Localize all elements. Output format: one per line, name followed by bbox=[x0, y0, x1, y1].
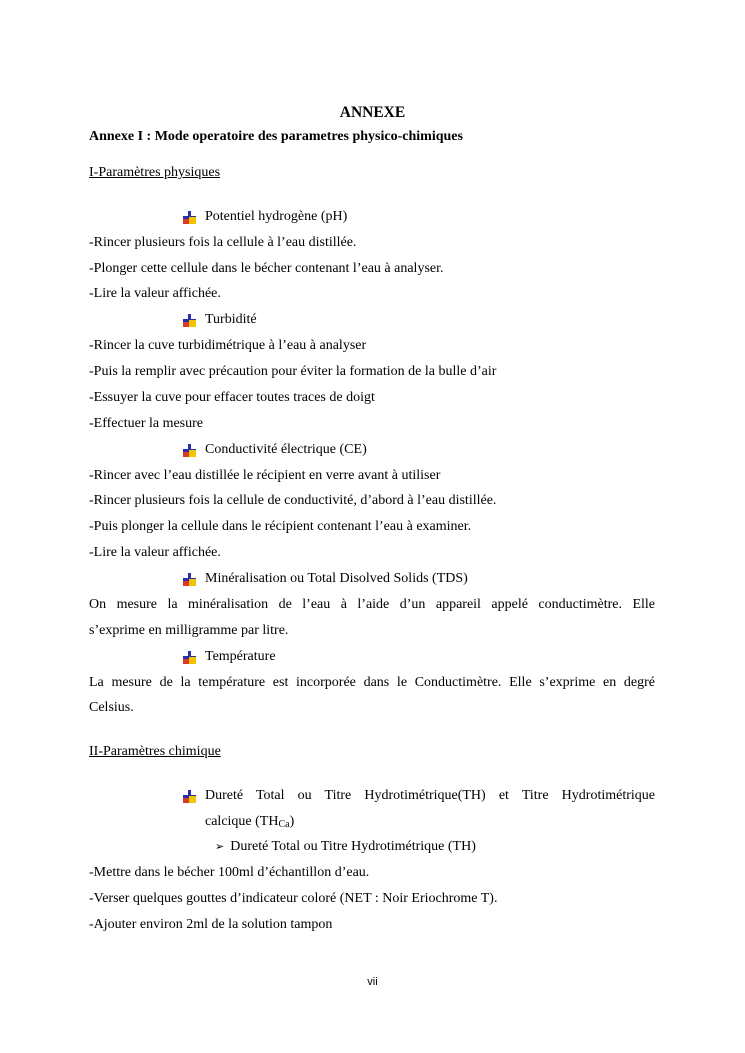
bullet-icon bbox=[183, 314, 196, 327]
paragraph-line: Celsius. bbox=[89, 700, 134, 715]
bullet-hardness bbox=[183, 787, 655, 805]
annex-heading: Annexe I : Mode operatoire des parametres physico-chimiques bbox=[89, 129, 463, 144]
bullet-label: Conductivité électrique (CE) bbox=[205, 442, 367, 457]
bullet-label: Potentiel hydrogène (pH) bbox=[205, 209, 348, 224]
bullet-icon bbox=[183, 651, 196, 664]
paragraph-line: s’exprime en milligramme par litre. bbox=[89, 623, 289, 638]
sub-item-th bbox=[215, 838, 476, 856]
bullet-label: Minéralisation ou Total Disolved Solids (TDS) bbox=[205, 571, 468, 586]
paragraph-line: On mesure la minéralisation de l’eau à l’aide d’un appareil appelé conductimètre. Elle bbox=[89, 597, 655, 612]
step-line: -Puis plonger la cellule dans le récipient contenant l’eau à examiner. bbox=[89, 519, 472, 534]
label-text: ) bbox=[289, 814, 295, 829]
bullet-tds bbox=[183, 570, 468, 588]
step-line: -Essuyer la cuve pour effacer toutes traces de doigt bbox=[89, 390, 375, 405]
bullet-icon bbox=[183, 573, 196, 586]
step-line: -Lire la valeur affichée. bbox=[89, 286, 221, 301]
step-line: -Rincer plusieurs fois la cellule à l’eau distillée. bbox=[89, 235, 357, 250]
bullet-icon bbox=[183, 444, 196, 457]
label-text: calcique (TH bbox=[205, 814, 279, 829]
bullet-icon bbox=[183, 211, 196, 224]
bullet-temperature bbox=[183, 648, 276, 666]
step-line: -Lire la valeur affichée. bbox=[89, 545, 221, 560]
hardness-label-continued bbox=[205, 813, 294, 834]
step-line: -Plonger cette cellule dans le bécher contenant l’eau à analyser. bbox=[89, 261, 444, 276]
bullet-label: Turbidité bbox=[205, 312, 257, 327]
page-title: ANNEXE bbox=[339, 104, 406, 121]
subscript-ca: Ca bbox=[278, 819, 290, 830]
bullet-turbidity bbox=[183, 311, 257, 329]
step-line: -Ajouter environ 2ml de la solution tampon bbox=[89, 917, 333, 932]
step-line: -Rincer la cuve turbidimétrique à l’eau à analyser bbox=[89, 338, 367, 353]
step-line: -Verser quelques gouttes d’indicateur coloré (NET : Noir Eriochrome T). bbox=[89, 891, 498, 906]
step-line: -Mettre dans le bécher 100ml d’échantillon d’eau. bbox=[89, 865, 370, 880]
step-line: -Rincer avec l’eau distillée le récipient en verre avant à utiliser bbox=[89, 468, 441, 483]
bullet-ph bbox=[183, 208, 347, 226]
step-line: -Puis la remplir avec précaution pour éviter la formation de la bulle d’air bbox=[89, 364, 497, 379]
bullet-label: Température bbox=[205, 649, 276, 664]
section-chemical-heading: II-Paramètres chimique bbox=[89, 744, 221, 759]
page-number: vii bbox=[367, 976, 378, 988]
sub-item-label: Dureté Total ou Titre Hydrotimétrique (TH) bbox=[230, 839, 476, 854]
bullet-label: Dureté Total ou Titre Hydrotimétrique(TH) et Titre Hydrotimétrique bbox=[205, 788, 655, 803]
step-line: -Rincer plusieurs fois la cellule de conductivité, d’abord à l’eau distillée. bbox=[89, 493, 497, 508]
step-line: -Effectuer la mesure bbox=[89, 416, 204, 431]
section-physical-heading: I-Paramètres physiques bbox=[89, 165, 221, 180]
bullet-conductivity bbox=[183, 441, 367, 459]
paragraph-line: La mesure de la température est incorporée dans le Conductimètre. Elle s’exprime en degré bbox=[89, 675, 655, 690]
bullet-icon bbox=[183, 790, 196, 803]
arrow-bullet-icon: ➢ bbox=[215, 840, 225, 853]
